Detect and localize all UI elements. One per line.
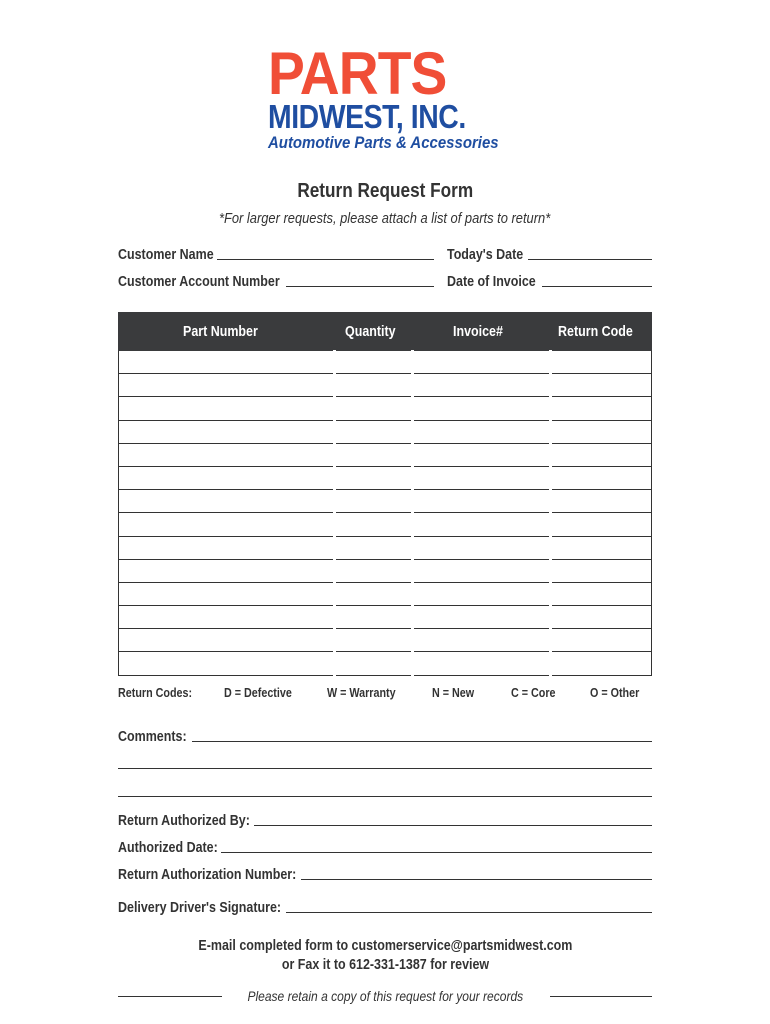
footer-fax-instruction: or Fax it to 612-331-1387 for review	[281, 957, 489, 973]
quantity-cell[interactable]	[335, 397, 413, 420]
invoice-cell[interactable]	[413, 351, 551, 374]
delivery-driver-signature-field[interactable]	[118, 899, 652, 916]
delivery-driver-signature-line[interactable]	[286, 899, 652, 913]
comments-label: Comments:	[118, 729, 187, 745]
company-logo	[268, 40, 504, 158]
table-row	[119, 351, 652, 374]
part-number-cell[interactable]	[119, 652, 335, 675]
return-code-cell[interactable]	[551, 513, 652, 536]
invoice-cell[interactable]	[413, 397, 551, 420]
table-row	[119, 490, 652, 513]
comments-line-2[interactable]	[118, 768, 652, 769]
table-row	[119, 582, 652, 605]
table-row	[119, 397, 652, 420]
return-code-cell[interactable]	[551, 629, 652, 652]
part-number-cell[interactable]	[119, 629, 335, 652]
return-authorized-by-line[interactable]	[254, 812, 652, 826]
quantity-cell[interactable]	[335, 490, 413, 513]
table-row	[119, 606, 652, 629]
return-codes-label: Return Codes:	[118, 686, 193, 700]
header-part-number: Part Number	[119, 313, 335, 351]
part-number-cell[interactable]	[119, 443, 335, 466]
comments-field[interactable]	[118, 728, 652, 745]
return-code-cell[interactable]	[551, 490, 652, 513]
quantity-cell[interactable]	[335, 420, 413, 443]
return-code-cell[interactable]	[551, 443, 652, 466]
part-number-cell[interactable]	[119, 559, 335, 582]
invoice-cell[interactable]	[413, 652, 551, 675]
part-number-cell[interactable]	[119, 397, 335, 420]
customer-account-number-field[interactable]	[118, 273, 434, 290]
quantity-cell[interactable]	[335, 513, 413, 536]
retain-copy-note: Please retain a copy of this request for your records	[247, 988, 523, 1004]
part-number-cell[interactable]	[119, 606, 335, 629]
return-code-cell[interactable]	[551, 559, 652, 582]
return-authorized-by-field[interactable]	[118, 812, 652, 829]
quantity-cell[interactable]	[335, 351, 413, 374]
customer-name-line[interactable]	[217, 246, 434, 260]
footer-email-instruction: E-mail completed form to customerservice@partsmidwest.com	[198, 938, 572, 954]
return-authorization-number-field[interactable]	[118, 866, 652, 883]
invoice-cell[interactable]	[413, 513, 551, 536]
customer-name-label: Customer Name	[118, 247, 214, 263]
header-quantity: Quantity	[335, 313, 413, 351]
part-number-cell[interactable]	[119, 374, 335, 397]
return-code-cell[interactable]	[551, 466, 652, 489]
part-number-cell[interactable]	[119, 420, 335, 443]
customer-account-number-line[interactable]	[286, 273, 434, 287]
part-number-cell[interactable]	[119, 351, 335, 374]
logo-midwest-text: MIDWEST, INC.	[268, 98, 466, 135]
quantity-cell[interactable]	[335, 443, 413, 466]
invoice-cell[interactable]	[413, 582, 551, 605]
invoice-cell[interactable]	[413, 420, 551, 443]
part-number-cell[interactable]	[119, 582, 335, 605]
form-title: Return Request Form	[297, 180, 473, 202]
part-number-cell[interactable]	[119, 513, 335, 536]
invoice-cell[interactable]	[413, 443, 551, 466]
delivery-driver-signature-label: Delivery Driver's Signature:	[118, 900, 282, 916]
footer-rule-right	[550, 996, 652, 997]
return-authorization-number-line[interactable]	[301, 866, 652, 880]
invoice-cell[interactable]	[413, 490, 551, 513]
quantity-cell[interactable]	[335, 652, 413, 675]
table-row	[119, 629, 652, 652]
quantity-cell[interactable]	[335, 466, 413, 489]
quantity-cell[interactable]	[335, 606, 413, 629]
invoice-cell[interactable]	[413, 466, 551, 489]
invoice-cell[interactable]	[413, 374, 551, 397]
return-code-other: O = Other	[590, 686, 640, 700]
return-code-new: N = New	[432, 686, 475, 700]
table-row	[119, 536, 652, 559]
table-row	[119, 420, 652, 443]
invoice-cell[interactable]	[413, 606, 551, 629]
quantity-cell[interactable]	[335, 536, 413, 559]
part-number-cell[interactable]	[119, 466, 335, 489]
table-row	[119, 513, 652, 536]
authorized-date-label: Authorized Date:	[118, 840, 218, 856]
date-of-invoice-field[interactable]	[447, 273, 652, 290]
table-row	[119, 652, 652, 675]
return-code-cell[interactable]	[551, 420, 652, 443]
quantity-cell[interactable]	[335, 374, 413, 397]
invoice-cell[interactable]	[413, 559, 551, 582]
table-row	[119, 559, 652, 582]
authorized-date-line[interactable]	[221, 839, 652, 853]
quantity-cell[interactable]	[335, 559, 413, 582]
return-code-cell[interactable]	[551, 397, 652, 420]
return-code-cell[interactable]	[551, 582, 652, 605]
return-code-cell[interactable]	[551, 652, 652, 675]
invoice-cell[interactable]	[413, 536, 551, 559]
return-code-defective: D = Defective	[224, 686, 292, 700]
return-code-warranty: W = Warranty	[327, 686, 396, 700]
parts-table	[118, 312, 652, 676]
customer-name-field[interactable]	[118, 246, 434, 263]
return-code-cell[interactable]	[551, 606, 652, 629]
part-number-cell[interactable]	[119, 536, 335, 559]
table-row	[119, 374, 652, 397]
return-authorization-number-label: Return Authorization Number:	[118, 867, 297, 883]
comments-line[interactable]	[192, 728, 652, 742]
customer-account-number-label: Customer Account Number	[118, 274, 280, 290]
return-code-cell[interactable]	[551, 351, 652, 374]
return-code-cell[interactable]	[551, 374, 652, 397]
form-subtitle: *For larger requests, please attach a list of parts to return*	[219, 210, 551, 227]
logo-tagline: Automotive Parts & Accessories	[268, 133, 499, 152]
comments-line-3[interactable]	[118, 796, 652, 797]
table-row	[119, 466, 652, 489]
table-header-row	[119, 313, 652, 351]
part-number-cell[interactable]	[119, 490, 335, 513]
return-code-cell[interactable]	[551, 536, 652, 559]
return-code-core: C = Core	[511, 686, 556, 700]
todays-date-line[interactable]	[528, 246, 652, 260]
logo-parts-text: PARTS	[268, 40, 447, 107]
invoice-cell[interactable]	[413, 629, 551, 652]
todays-date-field[interactable]	[447, 246, 652, 263]
authorized-date-field[interactable]	[118, 839, 652, 856]
quantity-cell[interactable]	[335, 582, 413, 605]
return-codes-legend	[118, 686, 652, 702]
header-invoice: Invoice#	[413, 313, 551, 351]
todays-date-label: Today's Date	[447, 247, 524, 263]
table-row	[119, 443, 652, 466]
return-authorized-by-label: Return Authorized By:	[118, 813, 250, 829]
date-of-invoice-label: Date of Invoice	[447, 274, 536, 290]
date-of-invoice-line[interactable]	[542, 273, 652, 287]
quantity-cell[interactable]	[335, 629, 413, 652]
header-return-code: Return Code	[551, 313, 652, 351]
